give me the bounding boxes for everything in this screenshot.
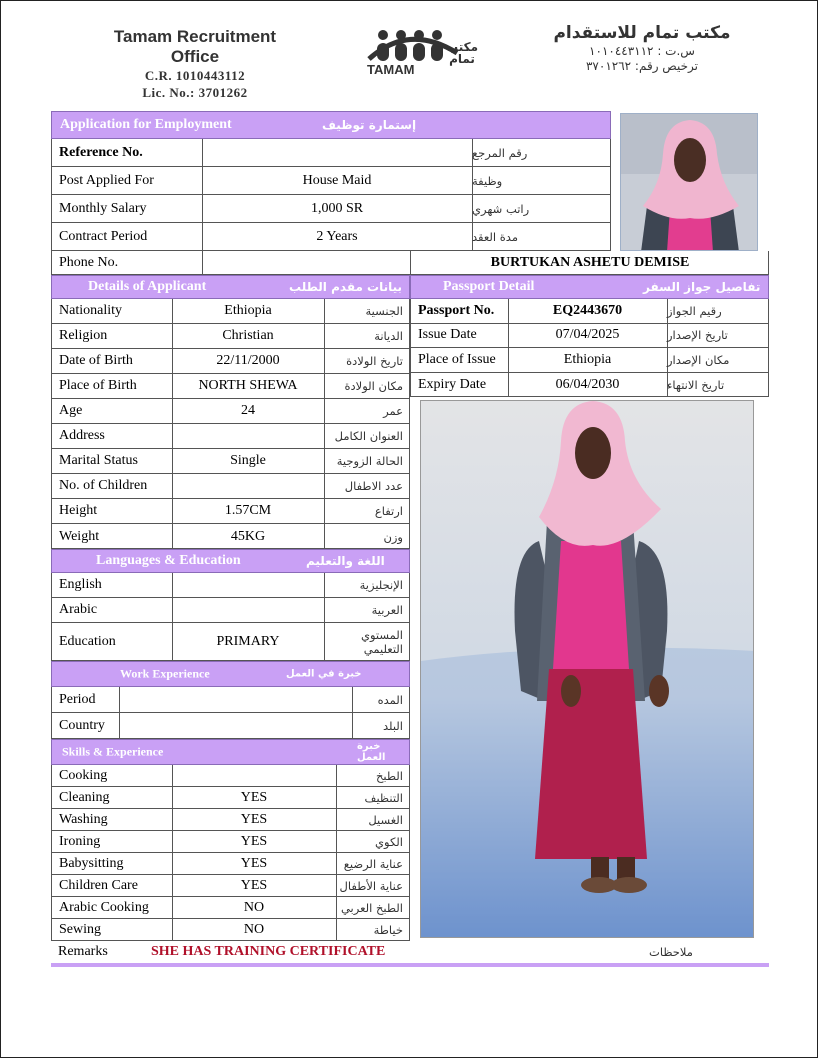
skills-label-ar: خياطة: [373, 923, 403, 937]
applicant-value: 22/11/2000: [216, 353, 280, 368]
languages-label-en: Education: [59, 634, 116, 649]
application-value: [202, 139, 472, 166]
applicant-label-en: Religion: [59, 328, 108, 343]
applicant-title-en: Details of Applicant: [88, 279, 207, 294]
application-row: [52, 167, 610, 195]
applicant-label-ar: الحالة الزوجية: [336, 454, 403, 468]
skills-label-en: Arabic Cooking: [59, 899, 149, 915]
passport-label-en: Place of Issue: [418, 351, 496, 367]
application-value: 2 Years: [316, 229, 358, 244]
languages-label-en: English: [59, 577, 102, 592]
applicant-photo-small-image: [621, 114, 758, 251]
passport-title-ar: تفاصيل جواز السفر: [643, 280, 761, 294]
company-name-en: Tamam Recruitment Office: [113, 27, 277, 66]
applicant-value: [172, 474, 324, 498]
application-label-ar: مدة العقد: [472, 230, 518, 244]
passport-label-ar: تاريخ الانتهاء: [667, 377, 725, 392]
applicant-photo-small: [620, 113, 758, 251]
applicant-row: [52, 299, 409, 324]
passport-value: 07/04/2025: [555, 327, 620, 343]
languages-title-bar: [51, 549, 410, 573]
passport-title-en: Passport Detail: [443, 279, 535, 294]
applicant-label-en: Height: [59, 503, 98, 518]
application-label-en: Post Applied For: [59, 172, 154, 188]
applicant-label-en: Marital Status: [59, 453, 138, 468]
company-cr-en: C.R. 1010443112: [144, 68, 246, 83]
passport-value: EQ2443670: [552, 302, 623, 318]
skills-row: [52, 831, 409, 853]
remarks-value: SHE HAS TRAINING CERTIFICATE: [151, 944, 386, 959]
applicant-row: [52, 374, 409, 399]
skills-title-ar: خبرة العمل: [357, 741, 386, 763]
skills-value: YES: [240, 833, 268, 849]
skills-label-en: Babysitting: [59, 855, 124, 871]
applicant-value: Ethiopia: [224, 303, 272, 318]
skills-label-en: Cooking: [59, 767, 108, 783]
phone-row: [51, 251, 769, 275]
applicant-photo-full: [420, 400, 754, 938]
applicant-full-name: BURTUKAN ASHETU DEMISE: [490, 254, 690, 270]
application-label-en: Monthly Salary: [59, 200, 147, 216]
passport-row: [411, 299, 768, 324]
skills-row: [52, 809, 409, 831]
skills-label-en: Washing: [59, 811, 108, 827]
applicant-value: 24: [241, 403, 255, 418]
applicant-row: [52, 424, 409, 449]
application-label-en: Reference No.: [59, 144, 143, 160]
application-title-ar: إستمارة توظيف: [322, 118, 417, 132]
applicant-label-ar: عدد الاطفال: [344, 479, 403, 493]
applicant-label-en: Nationality: [59, 303, 122, 318]
applicant-label-ar: الديانة: [374, 329, 403, 343]
passport-value: 06/04/2030: [555, 376, 620, 392]
applicant-label-en: Place of Birth: [59, 378, 137, 393]
skills-label-ar: التنظيف: [364, 790, 403, 805]
applicant-label-ar: وزن: [383, 529, 403, 544]
applicant-label-ar: العنوان الكامل: [334, 429, 403, 443]
application-label-en: Contract Period: [59, 229, 148, 244]
applicant-row: [52, 399, 409, 424]
applicant-title-ar: بيانات مقدم الطلب: [289, 280, 403, 294]
company-header-ar: [531, 23, 753, 73]
skills-label-en: Ironing: [59, 833, 101, 849]
work-label-en: Period: [59, 691, 96, 707]
passport-label-ar: مكان الإصدار: [667, 352, 730, 367]
applicant-row: [52, 349, 409, 374]
applicant-row: [52, 324, 409, 349]
skills-row: [52, 875, 409, 897]
application-row: [52, 139, 610, 167]
applicant-value: Single: [230, 453, 266, 468]
skills-label-ar: الطبخ: [375, 768, 403, 783]
remarks-label-ar: ملاحظات: [649, 945, 693, 959]
work-label-en: Country: [59, 718, 105, 733]
company-name-ar: مكتب تمام للاستقدام: [553, 23, 731, 43]
applicant-value: 1.57CM: [224, 503, 272, 518]
application-title-bar: [51, 111, 611, 139]
applicant-row: [52, 499, 409, 524]
work-value: [119, 713, 352, 739]
phone-label: Phone No.: [59, 254, 119, 270]
skills-label-ar: الطبخ العربي: [340, 900, 403, 915]
phone-value: [202, 251, 410, 274]
skills-title-bar: [51, 739, 410, 765]
work-label-ar: البلد: [382, 719, 403, 733]
applicant-row: [52, 524, 409, 549]
skills-value: NO: [243, 899, 265, 915]
applicant-label-en: Date of Birth: [59, 353, 133, 368]
languages-label-ar: المستوي التعليمي: [360, 628, 403, 656]
work-title-bar: [51, 661, 410, 687]
applicant-value: Christian: [222, 328, 274, 343]
applicant-value: NORTH SHEWA: [198, 378, 298, 393]
applicant-label-ar: ارتفاع: [374, 504, 403, 518]
skills-row: [52, 765, 409, 787]
languages-label-ar: العربية: [371, 603, 403, 617]
languages-value: [172, 573, 324, 597]
application-row: [52, 223, 610, 251]
remarks-row: [51, 941, 769, 967]
application-row: [52, 195, 610, 223]
skills-row: [52, 897, 409, 919]
languages-label-en: Arabic: [59, 602, 98, 617]
skills-value: YES: [240, 789, 268, 805]
work-title-ar: خبرة في العمل: [286, 668, 362, 680]
applicant-value: [172, 424, 324, 448]
remarks-label: Remarks: [58, 944, 108, 959]
company-license-ar: ترخيص رقم: ٣٧٠١٢٦٢: [585, 59, 698, 73]
skills-row: [52, 853, 409, 875]
applicant-label-ar: عمر: [383, 404, 403, 418]
passport-row: [411, 324, 768, 349]
passport-label-ar: تاريخ الإصدار: [667, 328, 728, 343]
work-row: [52, 713, 409, 739]
passport-label-en: Issue Date: [418, 327, 477, 343]
applicant-label-ar: الجنسية: [365, 304, 403, 318]
languages-title-en: Languages & Education: [96, 553, 241, 568]
work-row: [52, 687, 409, 713]
languages-row: [52, 623, 409, 661]
skills-label-ar: عناية الأطفال: [339, 878, 403, 893]
application-title-en: Application for Employment: [60, 117, 232, 132]
logo-text-ar: مكتب تمام: [445, 40, 478, 66]
application-value: House Maid: [302, 172, 372, 188]
applicant-label-ar: تاريخ الولادة: [346, 354, 403, 368]
languages-row: [52, 573, 409, 598]
skills-label-ar: عناية الرضيع: [343, 856, 403, 871]
passport-row: [411, 348, 768, 373]
logo-text-en: TAMAM: [367, 62, 415, 77]
work-label-ar: المده: [377, 692, 403, 707]
skills-label-ar: الغسيل: [368, 812, 403, 827]
skills-value: [172, 765, 336, 786]
languages-value: [172, 598, 324, 622]
skills-row: [52, 919, 409, 941]
passport-title-bar: [410, 275, 769, 299]
applicant-label-en: Weight: [59, 528, 100, 544]
passport-value: Ethiopia: [563, 351, 612, 367]
company-cr-ar: س.ت : ١٠١٠٤٤٣١١٢: [589, 44, 695, 58]
applicant-photo-full-image: [421, 401, 754, 938]
applicant-label-ar: مكان الولادة: [344, 379, 403, 393]
languages-title-ar: اللغة والتعليم: [306, 554, 385, 568]
skills-value: YES: [240, 811, 268, 827]
languages-value: PRIMARY: [216, 634, 280, 649]
skills-row: [52, 787, 409, 809]
skills-value: YES: [240, 877, 268, 893]
languages-label-ar: الإنجليزية: [359, 578, 403, 592]
applicant-label-en: Address: [59, 428, 105, 443]
passport-label-en: Expiry Date: [418, 376, 487, 392]
work-value: [119, 687, 352, 712]
applicant-label-en: Age: [59, 403, 83, 418]
applicant-value: 45KG: [230, 528, 266, 544]
application-value: 1,000 SR: [310, 200, 364, 216]
skills-label-ar: الكوي: [375, 834, 403, 849]
skills-label-en: Children Care: [59, 877, 138, 893]
application-label-ar: راتب شهري: [472, 201, 530, 216]
skills-label-en: Sewing: [59, 922, 101, 937]
skills-label-en: Cleaning: [59, 789, 110, 805]
skills-value: NO: [243, 922, 265, 937]
skills-title-en: Skills & Experience: [62, 744, 164, 759]
applicant-title-bar: [51, 275, 410, 299]
company-header-en: [89, 27, 301, 101]
company-license-en: Lic. No.: 3701262: [142, 85, 248, 100]
work-title-en: Work Experience: [120, 666, 210, 681]
skills-value: YES: [240, 855, 268, 871]
application-label-ar: وظيفة: [472, 173, 503, 188]
applicant-label-en: No. of Children: [59, 478, 148, 493]
passport-label-en: Passport No.: [418, 302, 495, 318]
applicant-row: [52, 449, 409, 474]
passport-row: [411, 373, 768, 398]
languages-row: [52, 598, 409, 623]
application-label-ar: رقم المرجع: [472, 145, 528, 160]
passport-label-ar: رقيم الجواز: [667, 303, 722, 318]
applicant-row: [52, 474, 409, 499]
